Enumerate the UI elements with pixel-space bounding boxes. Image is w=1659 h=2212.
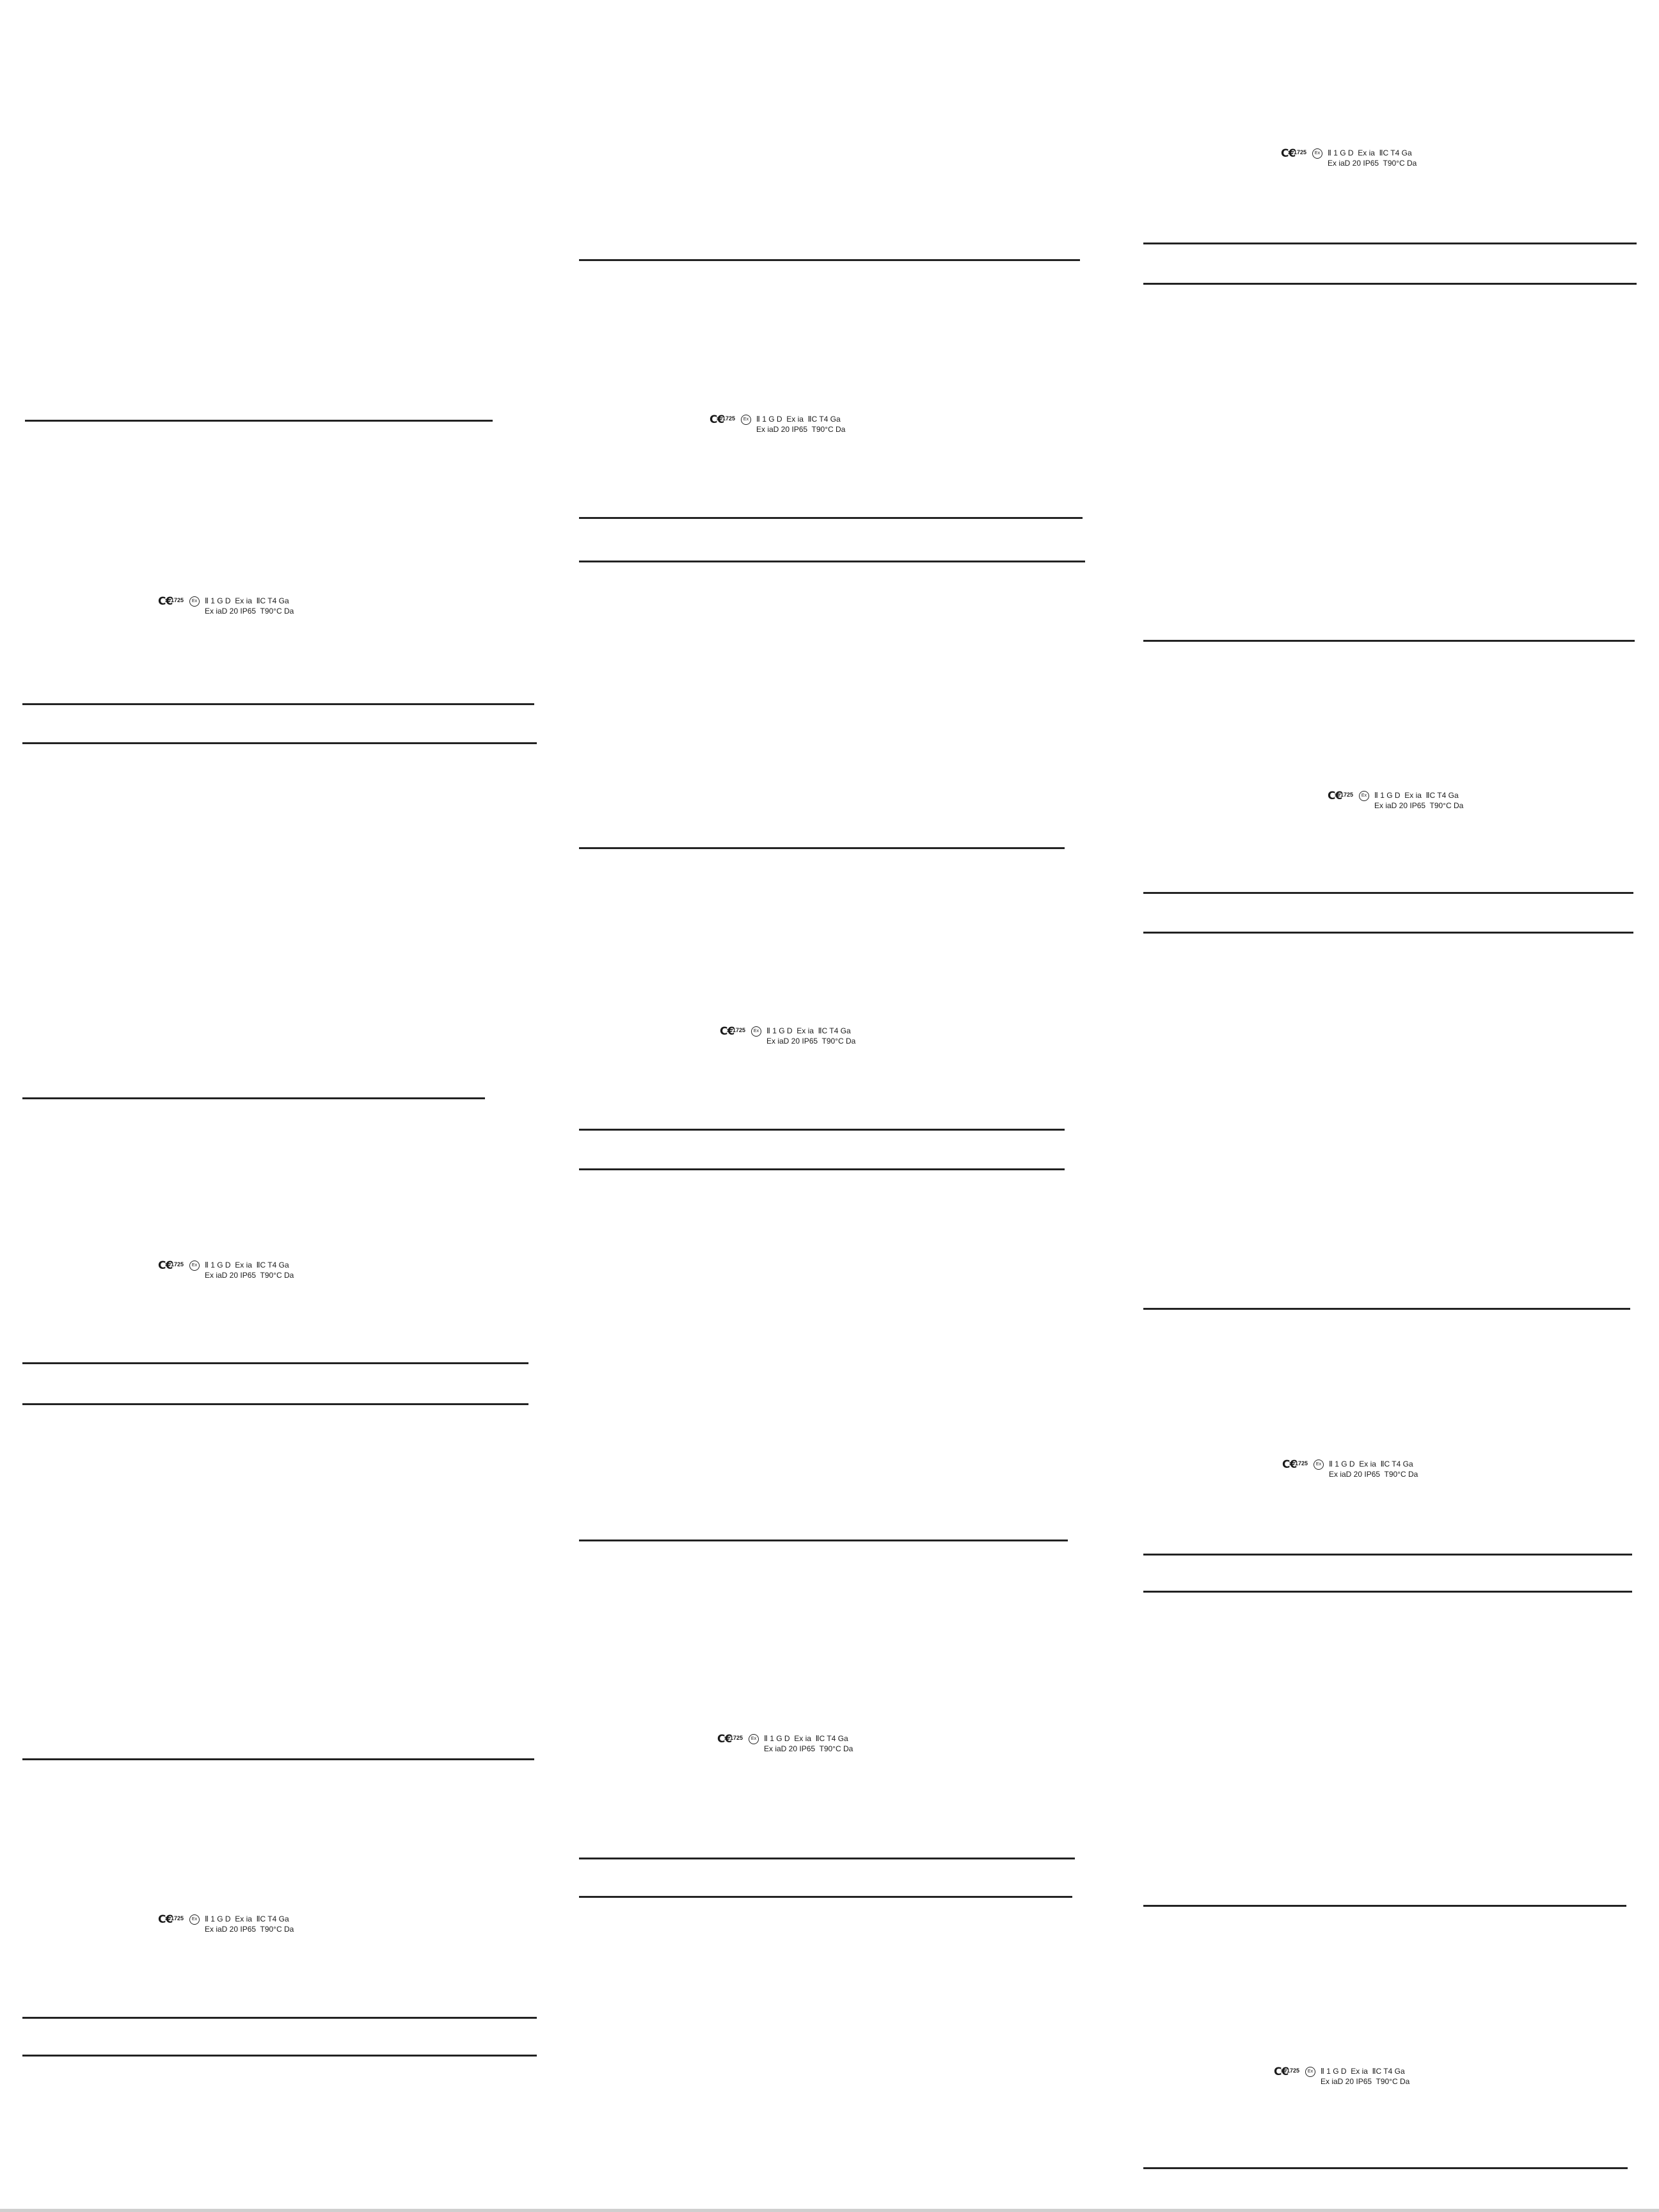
marking-line-1: Ⅱ 1 G D Ex ia ⅡC T4 Ga — [1328, 148, 1412, 157]
marking-line-1: Ⅱ 1 G D Ex ia ⅡC T4 Ga — [1321, 2067, 1405, 2076]
marking-line-2: Ex iaD 20 IP65 T90°C Da — [766, 1037, 856, 1046]
separator-line — [579, 847, 1065, 849]
marking-line-2: Ex iaD 20 IP65 T90°C Da — [1328, 159, 1417, 168]
ce-mark: C€ — [1328, 790, 1342, 802]
separator-line — [22, 1758, 534, 1760]
notified-body-number: 1725 — [730, 1735, 743, 1741]
notified-body-number: 1725 — [1287, 2067, 1300, 2074]
atex-marking — [1282, 1458, 1436, 1484]
marking-line-2: Ex iaD 20 IP65 T90°C Da — [205, 607, 294, 616]
ex-hexagon-icon: Ex — [751, 1026, 761, 1037]
ce-mark: C€ — [710, 413, 724, 426]
ce-mark: C€ — [158, 1913, 173, 1926]
page-bottom-edge — [0, 2209, 1659, 2212]
marking-line-1: Ⅱ 1 G D Ex ia ⅡC T4 Ga — [764, 1734, 848, 1743]
separator-line — [1143, 640, 1635, 642]
separator-line — [1143, 1308, 1630, 1310]
atex-marking — [1281, 147, 1434, 173]
notified-body-number: 1725 — [1340, 792, 1354, 798]
separator-line — [1143, 283, 1637, 285]
ce-mark: C€ — [1282, 1458, 1297, 1471]
notified-body-number: 1725 — [1294, 149, 1307, 155]
marking-line-2: Ex iaD 20 IP65 T90°C Da — [1374, 801, 1464, 810]
atex-marking — [1274, 2065, 1427, 2091]
ce-mark: C€ — [158, 1259, 173, 1272]
atex-marking — [158, 1913, 312, 1939]
separator-line — [1143, 243, 1637, 244]
separator-line — [22, 703, 534, 705]
marking-line-2: Ex iaD 20 IP65 T90°C Da — [205, 1271, 294, 1280]
ex-hexagon-icon: Ex — [1312, 148, 1322, 159]
marking-line-2: Ex iaD 20 IP65 T90°C Da — [1321, 2077, 1410, 2086]
separator-line — [22, 742, 537, 744]
ce-mark: C€ — [1281, 147, 1296, 160]
marking-line-1: Ⅱ 1 G D Ex ia ⅡC T4 Ga — [205, 1261, 289, 1269]
ex-hexagon-icon: Ex — [189, 596, 200, 607]
separator-line — [579, 1129, 1065, 1131]
separator-line — [22, 2017, 537, 2019]
separator-line — [1143, 932, 1633, 934]
separator-line — [1143, 892, 1633, 894]
ce-mark: C€ — [717, 1733, 732, 1746]
marking-line-1: Ⅱ 1 G D Ex ia ⅡC T4 Ga — [756, 415, 841, 424]
marking-line-1: Ⅱ 1 G D Ex ia ⅡC T4 Ga — [1374, 791, 1459, 800]
marking-line-2: Ex iaD 20 IP65 T90°C Da — [1329, 1470, 1418, 1479]
separator-line — [579, 1858, 1075, 1859]
notified-body-number: 1725 — [171, 1915, 184, 1922]
atex-marking — [158, 1259, 312, 1285]
separator-line — [579, 1896, 1072, 1898]
ce-mark: C€ — [720, 1025, 734, 1038]
ex-hexagon-icon: Ex — [1314, 1460, 1324, 1470]
separator-line — [579, 1168, 1065, 1170]
separator-line — [579, 1540, 1068, 1541]
separator-line — [22, 1362, 528, 1364]
notified-body-number: 1725 — [733, 1027, 746, 1033]
ex-hexagon-icon: Ex — [189, 1914, 200, 1925]
notified-body-number: 1725 — [171, 1261, 184, 1268]
separator-line — [579, 259, 1080, 261]
notified-body-number: 1725 — [171, 597, 184, 603]
separator-line — [22, 2055, 537, 2057]
marking-line-1: Ⅱ 1 G D Ex ia ⅡC T4 Ga — [1329, 1460, 1413, 1468]
atex-marking — [717, 1733, 871, 1758]
atex-marking — [710, 413, 863, 439]
atex-marking — [158, 595, 312, 621]
separator-line — [1143, 1554, 1632, 1556]
ce-mark: C€ — [1274, 2065, 1289, 2078]
separator-line — [1143, 1905, 1626, 1907]
atex-marking — [720, 1025, 873, 1051]
ex-hexagon-icon: Ex — [741, 415, 751, 425]
notified-body-number: 1725 — [722, 415, 736, 422]
marking-line-1: Ⅱ 1 G D Ex ia ⅡC T4 Ga — [766, 1026, 851, 1035]
separator-line — [25, 420, 493, 422]
separator-line — [1143, 2167, 1628, 2169]
atex-marking — [1328, 790, 1481, 815]
separator-line — [22, 1403, 528, 1405]
notified-body-number: 1725 — [1295, 1460, 1308, 1467]
separator-line — [1143, 1591, 1632, 1593]
separator-line — [579, 561, 1085, 562]
marking-line-1: Ⅱ 1 G D Ex ia ⅡC T4 Ga — [205, 596, 289, 605]
ex-hexagon-icon: Ex — [1305, 2067, 1315, 2077]
marking-line-2: Ex iaD 20 IP65 T90°C Da — [756, 425, 846, 434]
ce-mark: C€ — [158, 595, 173, 608]
marking-line-1: Ⅱ 1 G D Ex ia ⅡC T4 Ga — [205, 1914, 289, 1923]
marking-line-2: Ex iaD 20 IP65 T90°C Da — [764, 1744, 853, 1753]
separator-line — [579, 517, 1083, 519]
marking-line-2: Ex iaD 20 IP65 T90°C Da — [205, 1925, 294, 1934]
ex-hexagon-icon: Ex — [1359, 791, 1369, 801]
ex-hexagon-icon: Ex — [749, 1734, 759, 1744]
ex-hexagon-icon: Ex — [189, 1261, 200, 1271]
separator-line — [22, 1097, 485, 1099]
